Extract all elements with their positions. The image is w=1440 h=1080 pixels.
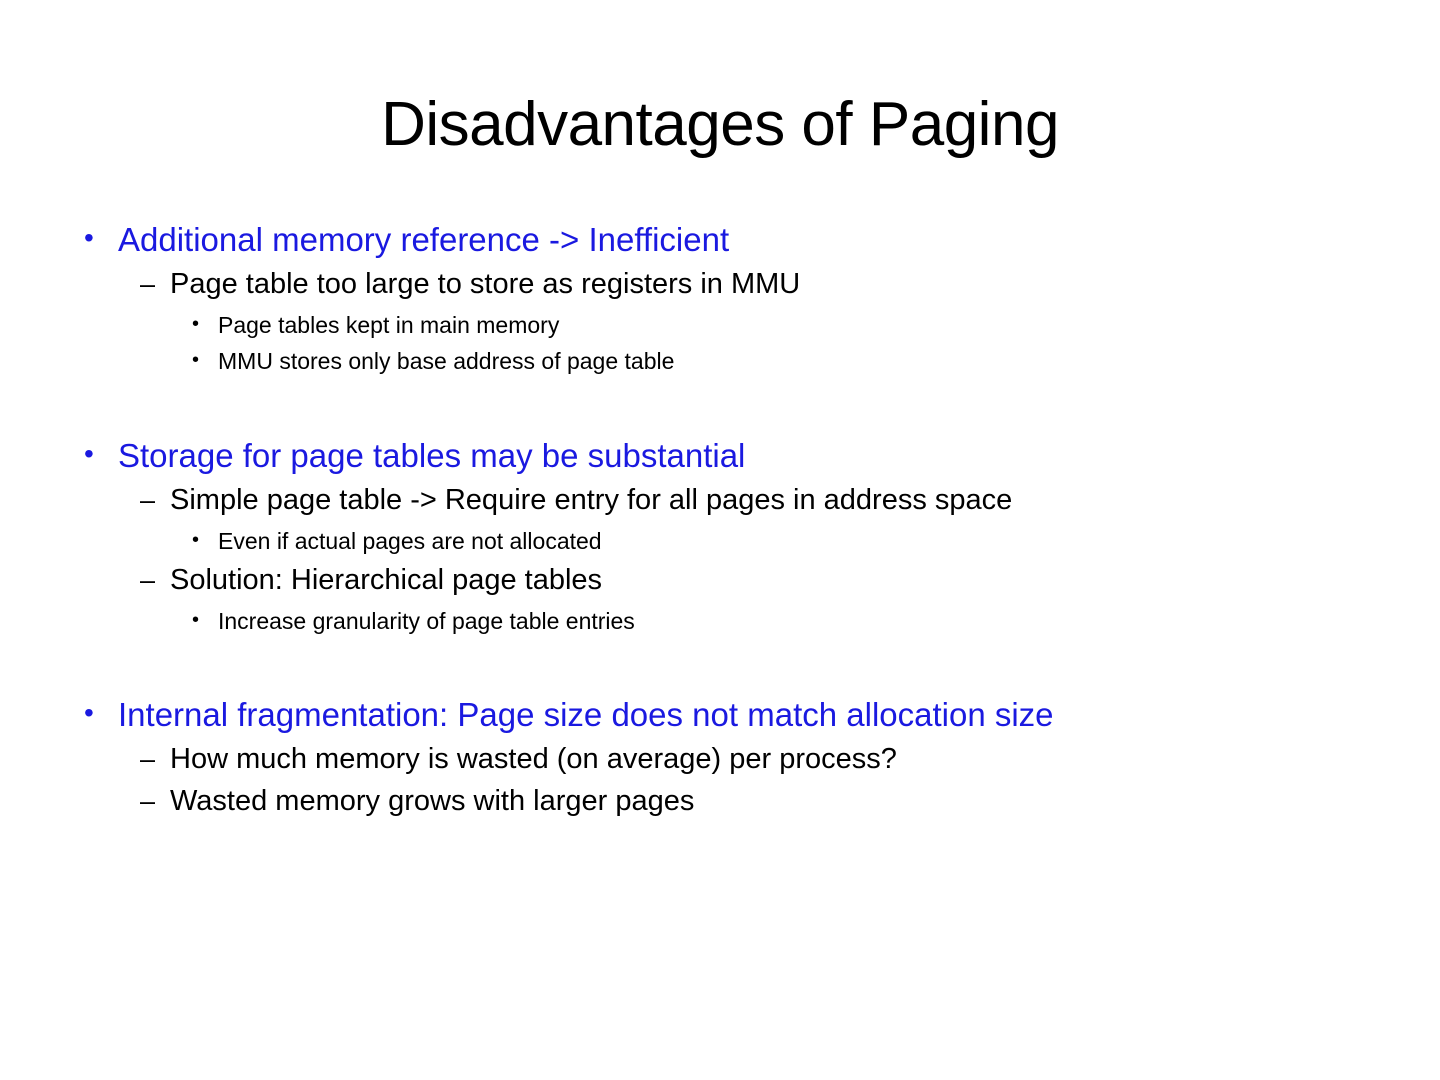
level2-bullet xyxy=(72,266,1368,304)
level3-text: Page tables kept in main memory xyxy=(218,312,560,339)
bullet-marker-icon: • xyxy=(192,528,200,551)
level2-text: Page table too large to store as registers in MMU xyxy=(170,268,801,301)
bullet-marker-icon: • xyxy=(84,222,94,254)
level2-text: How much memory is wasted (on average) per process? xyxy=(170,743,897,776)
level1-bullet xyxy=(72,219,1368,260)
level2-bullet xyxy=(72,741,1368,779)
bullet-marker-icon: • xyxy=(84,437,94,469)
level3-bullet xyxy=(72,310,1368,340)
bullet-marker-icon: • xyxy=(84,697,94,729)
page-title: Disadvantages of Paging xyxy=(381,90,1059,159)
level3-text: Increase granularity of page table entries xyxy=(218,607,635,634)
dash-marker-icon: – xyxy=(140,744,156,775)
level2-text: Solution: Hierarchical page tables xyxy=(170,564,603,597)
level3-bullet xyxy=(72,606,1368,636)
level2-bullet xyxy=(72,783,1368,821)
level3-bullet xyxy=(72,346,1368,376)
bullet-marker-icon: • xyxy=(192,349,200,372)
bullet-block xyxy=(72,435,1368,636)
level1-text: Additional memory reference -> Inefficient xyxy=(118,221,730,259)
dash-marker-icon: – xyxy=(140,565,156,596)
level2-bullet xyxy=(72,482,1368,520)
dash-marker-icon: – xyxy=(140,485,156,515)
level3-text: Even if actual pages are not allocated xyxy=(218,527,602,554)
level2-bullet xyxy=(72,562,1368,600)
level2-text: Simple page table -> Require entry for all pages in address space xyxy=(170,484,1013,516)
bullet-marker-icon: • xyxy=(192,608,200,631)
level3-bullet xyxy=(72,526,1368,556)
bullet-block xyxy=(72,219,1368,377)
bullet-marker-icon: • xyxy=(192,313,200,336)
level3-text: MMU stores only base address of page table xyxy=(218,348,675,375)
level1-bullet xyxy=(72,435,1368,476)
dash-marker-icon: – xyxy=(140,786,156,817)
level1-text: Storage for page tables may be substantial xyxy=(118,436,746,474)
level1-bullet xyxy=(72,694,1368,735)
slide-body xyxy=(0,219,1440,821)
bullet-block xyxy=(72,694,1368,821)
level2-text: Wasted memory grows with larger pages xyxy=(170,785,695,818)
level1-text: Internal fragmentation: Page size does not match allocation size xyxy=(118,696,1054,734)
dash-marker-icon: – xyxy=(140,269,156,300)
